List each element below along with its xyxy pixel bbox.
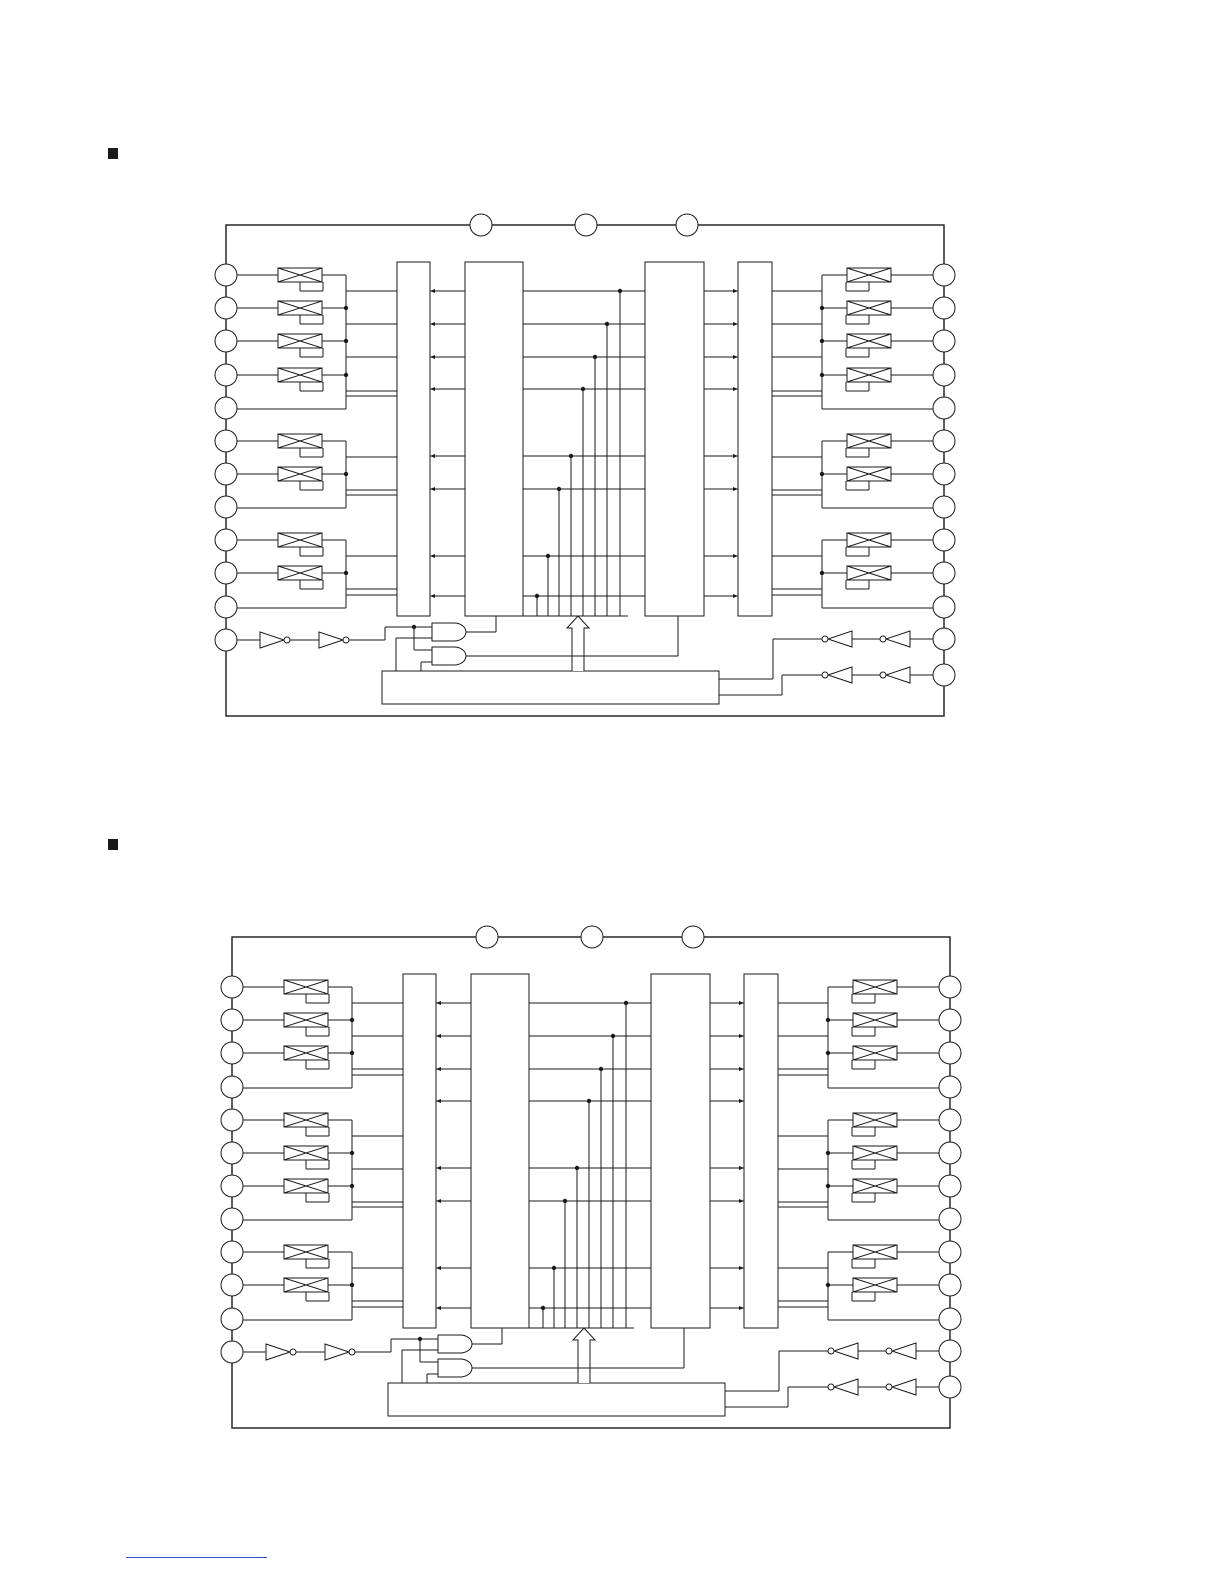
left-pin-2 <box>221 1009 243 1031</box>
left-register-block <box>465 262 523 616</box>
signal-arrow <box>739 1099 744 1103</box>
transmission-gate-switch <box>278 434 322 448</box>
left-pin-5 <box>221 1109 243 1131</box>
signal-arrow <box>430 554 435 558</box>
signal-arrow <box>436 1306 441 1310</box>
inverter-bubble <box>822 636 828 642</box>
right-pin-7 <box>939 1175 961 1197</box>
signal-arrow <box>436 1199 441 1203</box>
signal-arrow <box>739 1266 744 1270</box>
right-pin-6 <box>933 430 955 452</box>
transmission-gate-switch <box>284 1013 328 1027</box>
signal-arrow <box>436 1001 441 1005</box>
footer-link-rule <box>126 1557 267 1558</box>
left-pin-1 <box>215 264 237 286</box>
signal-arrow <box>430 289 435 293</box>
transmission-gate-switch <box>853 1013 897 1027</box>
inverter-buffer <box>325 1344 349 1360</box>
junction-dot <box>587 1099 591 1103</box>
transmission-gate-switch <box>847 434 891 448</box>
transmission-gate-switch <box>853 1179 897 1193</box>
right-pin-3 <box>933 330 955 352</box>
right-pin-2 <box>933 297 955 319</box>
left-pin-7 <box>221 1175 243 1197</box>
left-pin-1 <box>221 976 243 998</box>
control-logic-block <box>388 1383 725 1416</box>
signal-arrow <box>733 594 738 598</box>
right-pin-11 <box>939 1308 961 1330</box>
signal-arrow <box>436 1099 441 1103</box>
signal-arrow <box>733 487 738 491</box>
left-pin-4 <box>215 364 237 386</box>
signal-arrow <box>430 594 435 598</box>
right-pin-5 <box>933 397 955 419</box>
transmission-gate-switch <box>278 533 322 547</box>
block-diagram-2 <box>0 712 1224 1412</box>
signal-arrow <box>733 554 738 558</box>
right-pin-3 <box>939 1042 961 1064</box>
junction-dot <box>605 322 609 326</box>
right-pin-12 <box>939 1340 961 1362</box>
inverter-bubble <box>343 637 349 643</box>
top-pin-2 <box>581 926 603 948</box>
transmission-gate-switch <box>853 1046 897 1060</box>
right-pin-5 <box>939 1109 961 1131</box>
signal-arrow <box>430 355 435 359</box>
right-pin-6 <box>939 1142 961 1164</box>
inverter-bubble <box>822 672 828 678</box>
inverter-bubble <box>886 1384 892 1390</box>
transmission-gate-switch <box>853 980 897 994</box>
left-pin-12 <box>215 629 237 651</box>
transmission-gate-switch <box>278 566 322 580</box>
bus-up-arrow <box>567 616 589 671</box>
inverter-bubble <box>828 1348 834 1354</box>
right-pin-1 <box>939 976 961 998</box>
transmission-gate-switch <box>284 1146 328 1160</box>
signal-arrow <box>430 454 435 458</box>
signal-arrow <box>739 1306 744 1310</box>
signal-arrow <box>733 322 738 326</box>
and-gate <box>438 1335 472 1353</box>
right-pin-4 <box>933 364 955 386</box>
right-pin-2 <box>939 1009 961 1031</box>
left-io-block <box>397 262 430 616</box>
bus-up-arrow <box>573 1328 595 1383</box>
right-pin-12 <box>933 628 955 650</box>
left-pin-7 <box>215 463 237 485</box>
inverter-buffer <box>828 631 852 647</box>
junction-dot <box>618 289 622 293</box>
right-pin-1 <box>933 264 955 286</box>
inverter-bubble <box>886 1348 892 1354</box>
right-io-block <box>744 974 778 1328</box>
right-register-block <box>645 262 704 616</box>
junction-dot <box>535 594 539 598</box>
junction-dot <box>599 1067 603 1071</box>
signal-arrow <box>430 487 435 491</box>
and-gate <box>432 647 466 665</box>
right-pin-9 <box>939 1241 961 1263</box>
transmission-gate-switch <box>284 1113 328 1127</box>
transmission-gate-switch <box>847 301 891 315</box>
right-pin-11 <box>933 596 955 618</box>
inverter-bubble <box>880 672 886 678</box>
inverter-buffer <box>260 632 284 648</box>
inverter-buffer <box>834 1343 858 1359</box>
signal-arrow <box>733 289 738 293</box>
transmission-gate-switch <box>284 980 328 994</box>
inverter-bubble <box>349 1349 355 1355</box>
right-pin-10 <box>933 562 955 584</box>
signal-arrow <box>436 1266 441 1270</box>
transmission-gate-switch <box>847 334 891 348</box>
inverter-buffer <box>319 632 343 648</box>
left-pin-11 <box>221 1308 243 1330</box>
transmission-gate-switch <box>853 1245 897 1259</box>
right-pin-4 <box>939 1076 961 1098</box>
transmission-gate-switch <box>278 334 322 348</box>
transmission-gate-switch <box>278 467 322 481</box>
transmission-gate-switch <box>853 1278 897 1292</box>
junction-dot <box>563 1199 567 1203</box>
left-pin-3 <box>215 330 237 352</box>
inverter-buffer <box>886 667 910 683</box>
block-diagram-1-canvas <box>0 0 1224 740</box>
right-pin-8 <box>939 1208 961 1230</box>
signal-arrow <box>739 1001 744 1005</box>
signal-arrow <box>430 387 435 391</box>
signal-arrow <box>739 1166 744 1170</box>
signal-arrow <box>733 387 738 391</box>
inverter-buffer <box>892 1379 916 1395</box>
junction-dot <box>624 1001 628 1005</box>
junction-dot <box>541 1306 545 1310</box>
right-io-block <box>738 262 772 616</box>
left-pin-8 <box>221 1208 243 1230</box>
signal-arrow <box>436 1166 441 1170</box>
signal-arrow <box>733 454 738 458</box>
right-pin-10 <box>939 1274 961 1296</box>
signal-arrow <box>739 1034 744 1038</box>
inverter-buffer <box>892 1343 916 1359</box>
junction-dot <box>581 387 585 391</box>
junction-dot <box>575 1166 579 1170</box>
right-pin-13 <box>939 1376 961 1398</box>
transmission-gate-switch <box>853 1146 897 1160</box>
signal-arrow <box>733 355 738 359</box>
transmission-gate-switch <box>853 1113 897 1127</box>
right-pin-13 <box>933 664 955 686</box>
signal-arrow <box>436 1034 441 1038</box>
left-pin-10 <box>221 1274 243 1296</box>
transmission-gate-switch <box>847 533 891 547</box>
and-gate <box>432 623 466 641</box>
left-pin-9 <box>221 1241 243 1263</box>
right-pin-9 <box>933 529 955 551</box>
transmission-gate-switch <box>847 368 891 382</box>
junction-dot <box>611 1034 615 1038</box>
inverter-bubble <box>284 637 290 643</box>
top-pin-3 <box>682 926 704 948</box>
top-pin-1 <box>470 214 492 236</box>
left-pin-8 <box>215 496 237 518</box>
left-pin-10 <box>215 562 237 584</box>
junction-dot <box>569 454 573 458</box>
top-pin-2 <box>575 214 597 236</box>
signal-arrow <box>430 322 435 326</box>
left-pin-9 <box>215 529 237 551</box>
top-pin-1 <box>476 926 498 948</box>
transmission-gate-switch <box>847 467 891 481</box>
left-pin-5 <box>215 397 237 419</box>
junction-dot <box>552 1266 556 1270</box>
transmission-gate-switch <box>284 1245 328 1259</box>
transmission-gate-switch <box>284 1046 328 1060</box>
left-pin-4 <box>221 1076 243 1098</box>
inverter-bubble <box>290 1349 296 1355</box>
left-pin-3 <box>221 1042 243 1064</box>
top-pin-3 <box>676 214 698 236</box>
left-pin-12 <box>221 1341 243 1363</box>
left-io-block <box>403 974 436 1328</box>
transmission-gate-switch <box>278 268 322 282</box>
left-register-block <box>471 974 529 1328</box>
left-pin-6 <box>221 1142 243 1164</box>
right-pin-7 <box>933 463 955 485</box>
junction-dot <box>593 355 597 359</box>
inverter-buffer <box>886 631 910 647</box>
signal-arrow <box>739 1199 744 1203</box>
right-pin-8 <box>933 496 955 518</box>
junction-dot <box>546 554 550 558</box>
right-register-block <box>651 974 710 1328</box>
signal-arrow <box>739 1067 744 1071</box>
signal-arrow <box>436 1067 441 1071</box>
inverter-bubble <box>880 636 886 642</box>
transmission-gate-switch <box>284 1179 328 1193</box>
left-pin-11 <box>215 596 237 618</box>
block-diagram-1 <box>0 0 1224 700</box>
inverter-buffer <box>828 667 852 683</box>
inverter-buffer <box>834 1379 858 1395</box>
transmission-gate-switch <box>847 268 891 282</box>
inverter-buffer <box>266 1344 290 1360</box>
transmission-gate-switch <box>278 301 322 315</box>
block-diagram-2-canvas <box>0 712 1224 1452</box>
and-gate <box>438 1359 472 1377</box>
junction-dot <box>557 487 561 491</box>
transmission-gate-switch <box>278 368 322 382</box>
transmission-gate-switch <box>284 1278 328 1292</box>
control-logic-block <box>382 671 719 704</box>
left-pin-2 <box>215 297 237 319</box>
inverter-bubble <box>828 1384 834 1390</box>
left-pin-6 <box>215 430 237 452</box>
transmission-gate-switch <box>847 566 891 580</box>
